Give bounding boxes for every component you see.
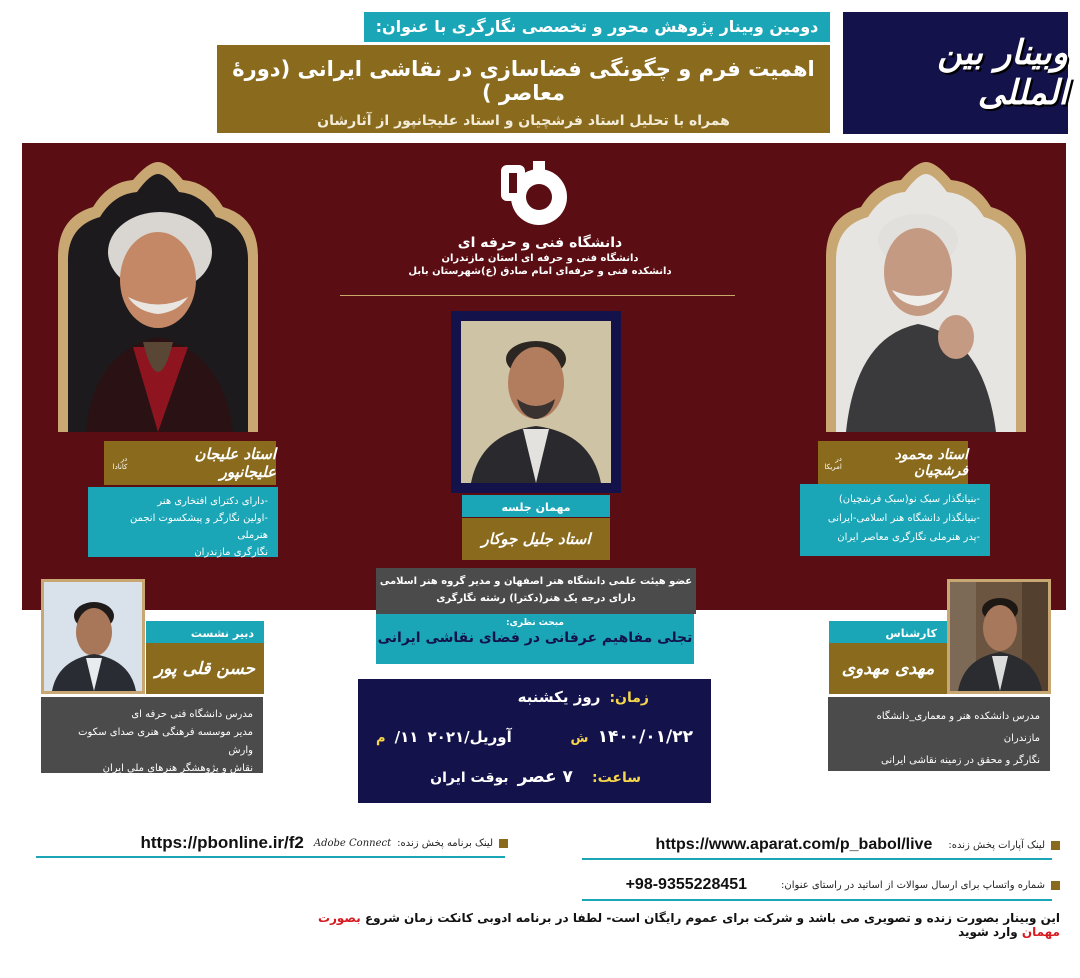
speaker-right-nameplate <box>818 441 968 485</box>
whatsapp-underline <box>582 899 1052 901</box>
schedule-day: روز یکشنبه <box>517 688 601 706</box>
sub-title: همراه با تحلیل استاد فرشچیان و استاد علیجانپور از آثارشان <box>317 113 730 129</box>
speaker-left-name: استاد علیجان علیجانپور <box>194 445 276 481</box>
adobe-url[interactable]: https://pbonline.ir/f2 <box>140 833 304 852</box>
institution-line2: دانشگاه فنی و حرفه ای استان مازندران <box>441 253 639 264</box>
speaker-left-bio: -دارای دکترای افتخاری هنر -اولین نگارگر و پیشکسوت انجمن هنرملی نگارگری مازندران <box>88 487 278 557</box>
secretary-bio: مدرس دانشگاه فنی حرفه ای مدیر موسسه فرهنگی هنری صدای سکوت وارش نقاش و پژوهشگر هنرهای ملي ایران <box>41 697 263 773</box>
expert-name: مهدی مهدوی <box>841 659 935 679</box>
whatsapp-label: شماره واتساپ برای ارسال سوالات از اساتید در راستای عنوان: <box>781 879 1045 891</box>
webinar-badge <box>843 12 1068 134</box>
time-label: زمان: <box>609 690 649 706</box>
aparat-url[interactable]: https://www.aparat.com/p_babol/live <box>655 836 933 853</box>
notice-highlight: بصورت مهمان <box>317 911 1060 939</box>
bullet-icon <box>499 839 508 848</box>
series-line: دومین وبینار پژوهش محور و تخصصی نگارگری با عنوان: <box>364 12 830 42</box>
secretary-role-label: دبیر نشست <box>146 621 264 643</box>
expert-bio: مدرس دانشکده هنر و معماری_دانشگاه مازندران نگارگر و محقق در زمینه نقاشی ایرانی <box>828 697 1050 771</box>
institution-line3: دانشکده فنی و حرفه‌ای امام صادق (ع)شهرستان بابل <box>408 266 672 277</box>
title-box <box>217 45 830 133</box>
university-logo <box>497 157 569 229</box>
speaker-left-photo <box>38 162 278 432</box>
adobe-link-row <box>90 832 508 854</box>
portrait-frame-left <box>38 162 278 432</box>
main-title: اهمیت فرم و چگونگی فضاسازی در نقاشی ایرانی (دورۀ معاصر ) <box>232 57 815 105</box>
whatsapp-number[interactable]: +98-9355228451 <box>625 876 748 893</box>
topic-text: تجلی مفاهیم عرفانی در فضای نقاشی ایرانی <box>377 630 693 646</box>
shamsi-suffix: ش <box>570 731 589 746</box>
bullet-icon <box>1051 841 1060 850</box>
topic-label: مبحث نظری: <box>506 618 564 628</box>
guest-role-label: مهمان جلسه <box>462 495 610 517</box>
gregorian-suffix: م <box>376 731 386 746</box>
adobe-underline <box>36 856 505 858</box>
whatsapp-row <box>580 874 1060 896</box>
schedule-hour: ۷ عصر <box>517 767 573 787</box>
secretary-nameplate <box>146 643 264 694</box>
bullet-icon <box>1051 881 1060 890</box>
portrait-frame-right <box>806 162 1046 432</box>
schedule-box <box>358 679 711 803</box>
guest-nameplate <box>462 518 610 560</box>
hour-note: بوقت ایران <box>430 770 509 786</box>
speaker-right-photo <box>806 162 1046 432</box>
aparat-underline <box>582 858 1052 860</box>
hour-label: ساعت: <box>591 770 641 786</box>
speaker-right-bio: -بنیانگذار سبک نو(سبک فرشچیان) -بنیانگذار دانشگاه هنر اسلامی-ایرانی -پدر هنرملی نگارگری معاصر ایران <box>800 484 990 556</box>
divider <box>340 295 735 296</box>
adobe-name: Adobe Connect <box>313 837 392 849</box>
guest-topic <box>376 614 694 664</box>
institution-block <box>380 235 700 277</box>
guest-photo-frame <box>451 311 621 493</box>
expert-photo <box>947 579 1051 694</box>
secretary-name: حسن قلی پور <box>154 659 256 679</box>
badge-title: وبینار بین المللی <box>937 33 1068 113</box>
adobe-label: لینک برنامه پخش زنده: <box>397 837 493 849</box>
expert-role-label: کارشناس <box>829 621 947 643</box>
expert-nameplate <box>829 643 947 694</box>
speaker-right-name: استاد محمود فرشچیان <box>894 447 968 479</box>
speaker-right-location: در امریکا <box>824 455 842 471</box>
guest-name: استاد جلیل جوکار <box>481 530 591 548</box>
institution-name: دانشگاه فنی و حرفه ای <box>457 235 623 251</box>
speaker-left-location: در کانادا <box>112 455 128 471</box>
speaker-left-nameplate <box>104 441 276 485</box>
date-gregorian: آوریل/۲۰۲۱ <box>427 728 512 746</box>
logo-icon <box>497 157 569 229</box>
secretary-photo <box>41 579 145 694</box>
day-number: ۱۱/ <box>394 728 419 746</box>
date-shamsi: ۱۴۰۰/۰۱/۲۲ <box>597 727 693 747</box>
aparat-link-row <box>580 834 1060 856</box>
footer-notice: این وبینار بصورت زنده و تصویری می باشد و شرکت برای عموم رایگان است- لطفا در برنامه ادوبی کانکت زمان شروع بصورت مهمان وارد شوید <box>317 911 1060 939</box>
aparat-label: لینک آپارات پخش زنده: <box>948 839 1045 851</box>
guest-bio: عضو هیئت علمی دانشگاه هنر اصفهان و مدیر گروه هنر اسلامی دارای درجه یک هنر(دکترا) رشته نگارگری <box>376 568 696 614</box>
guest-photo <box>461 321 611 483</box>
